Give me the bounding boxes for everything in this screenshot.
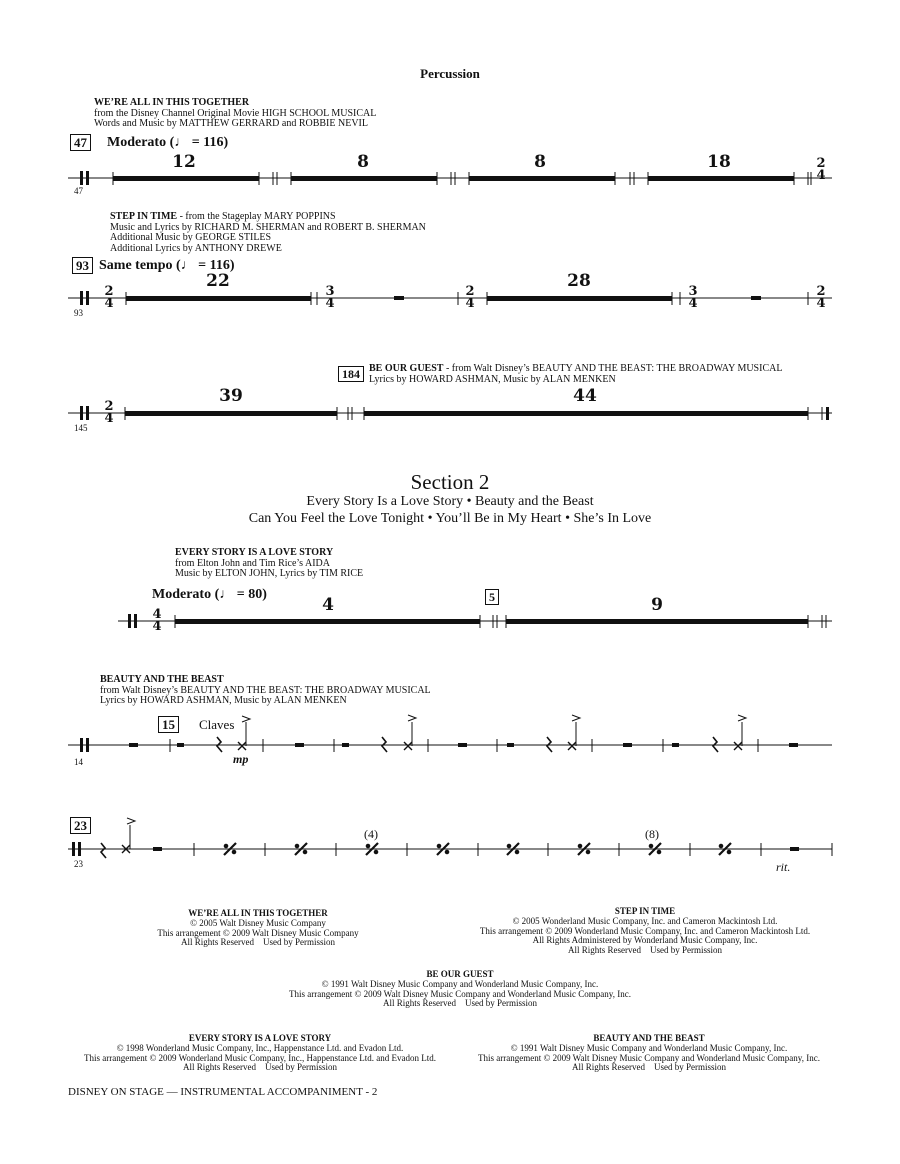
- rehearsal-mark: 93: [72, 257, 93, 274]
- multi-rest-count: 8: [357, 152, 369, 172]
- copyright-title: BEAUTY AND THE BEAST: [593, 1033, 705, 1043]
- measure-number: 23: [74, 859, 83, 869]
- multi-rest-count: 8: [534, 152, 546, 172]
- credit-line: Lyrics by HOWARD ASHMAN, Music by ALAN MENKEN: [100, 695, 347, 706]
- credit-line: Additional Music by GEORGE STILES: [110, 232, 272, 243]
- multi-rest-count: 9: [651, 595, 663, 615]
- multi-rest-count: 18: [707, 152, 731, 172]
- multi-rest-count: 44: [573, 386, 597, 406]
- meter-denominator: 4: [152, 619, 162, 634]
- tempo-marking: Moderato (♩ = 80): [152, 587, 267, 602]
- credit-line: - from Walt Disney’s BEAUTY AND THE BEAST: THE BROADWAY MUSICAL: [443, 363, 783, 374]
- page-footer: DISNEY ON STAGE — INSTRUMENTAL ACCOMPANIMENT - 2: [68, 1086, 378, 1098]
- meter-numerator: 2: [816, 284, 826, 299]
- meter-numerator: 3: [688, 284, 698, 299]
- copyright-line: This arrangement © 2009 Walt Disney Music Company: [157, 927, 359, 938]
- multi-rest-count: 22: [206, 271, 230, 291]
- copyright-line: All Rights Reserved Used by Permission: [183, 1062, 337, 1073]
- count-marker: (8): [645, 827, 659, 841]
- rehearsal-mark: 47: [70, 134, 91, 151]
- copyright-block: [460, 907, 830, 956]
- meter-numerator: 2: [104, 284, 114, 299]
- meter-numerator: 4: [152, 607, 162, 622]
- count-marker: (4): [364, 827, 378, 841]
- copyright-block: [64, 1034, 456, 1073]
- song-title: BEAUTY AND THE BEAST: [100, 674, 224, 685]
- credit-line: from the Disney Channel Original Movie HIGH SCHOOL MUSICAL: [94, 107, 377, 119]
- meter-denominator: 4: [816, 296, 826, 311]
- credit-line: Additional Lyrics by ANTHONY DREWE: [110, 242, 282, 254]
- song-title: BE OUR GUEST: [369, 363, 444, 374]
- copyright-line: This arrangement © 2009 Walt Disney Music Company and Wonderland Music Company, Inc.: [478, 1052, 820, 1063]
- measure-number: 145: [74, 423, 88, 433]
- copyright-line: All Rights Reserved Used by Permission: [572, 1062, 726, 1073]
- song-title: STEP IN TIME: [110, 211, 178, 222]
- part-title: Percussion: [420, 66, 480, 81]
- measure-number: 93: [74, 308, 83, 318]
- copyright-line: © 2005 Walt Disney Music Company: [190, 917, 326, 928]
- meter-numerator: 2: [816, 156, 826, 171]
- copyright-block: [460, 1034, 838, 1073]
- song-title: WE’RE ALL IN THIS TOGETHER: [94, 97, 250, 108]
- rehearsal-mark: 15: [158, 716, 179, 733]
- credit-line: Music and Lyrics by RICHARD M. SHERMAN and ROBERT B. SHERMAN: [110, 221, 426, 233]
- rehearsal-mark: 184: [338, 366, 364, 382]
- meter-denominator: 4: [816, 168, 826, 183]
- meter-numerator: 2: [104, 399, 114, 414]
- multi-rest-count: 28: [567, 271, 591, 291]
- copyright-title: STEP IN TIME: [614, 906, 676, 916]
- copyright-line: All Rights Reserved Used by Permission: [383, 998, 537, 1009]
- section-subtitle: Can You Feel the Love Tonight • You’ll Be in My Heart • She’s In Love: [248, 511, 652, 526]
- tempo-marking: Same tempo (♩ = 116): [99, 258, 235, 273]
- multi-rest-count: 12: [172, 152, 196, 172]
- meter-denominator: 4: [465, 296, 475, 311]
- credit-line: Lyrics by HOWARD ASHMAN, Music by ALAN MENKEN: [369, 373, 616, 385]
- meter-numerator: 3: [325, 284, 335, 299]
- meter-numerator: 2: [465, 284, 475, 299]
- meter-denominator: 4: [325, 296, 335, 311]
- copyright-line: © 2005 Wonderland Music Company, Inc. and Cameron Mackintosh Ltd.: [512, 915, 778, 926]
- meter-denominator: 4: [104, 296, 114, 311]
- credit-line: Music by ELTON JOHN, Lyrics by TIM RICE: [175, 568, 364, 579]
- half-rest: [790, 847, 799, 851]
- claves-figure: [101, 818, 162, 858]
- measure-number: 47: [74, 186, 83, 196]
- copyright-line: © 1998 Wonderland Music Company, Inc., Happenstance Ltd. and Evadon Ltd.: [116, 1042, 404, 1053]
- copyright-line: This arrangement © 2009 Walt Disney Music Company and Wonderland Music Company, Inc.: [289, 988, 631, 999]
- credit-line: from Walt Disney’s BEAUTY AND THE BEAST: THE BROADWAY MUSICAL: [100, 684, 431, 696]
- copyright-line: This arrangement © 2009 Wonderland Music Company, Inc. and Cameron Mackintosh Ltd.: [479, 925, 811, 936]
- credit-line: - from the Stageplay MARY POPPINS: [177, 211, 336, 222]
- credit-line: from Elton John and Tim Rice’s AIDA: [175, 557, 331, 569]
- song-title: EVERY STORY IS A LOVE STORY: [175, 547, 334, 558]
- multi-rest-count: 4: [322, 595, 334, 615]
- copyright-block: [148, 909, 368, 948]
- rehearsal-mark: 23: [70, 817, 91, 834]
- tempo-marking: Moderato (♩ = 116): [107, 135, 229, 150]
- copyright-line: © 1991 Walt Disney Music Company and Wonderland Music Company, Inc.: [321, 978, 599, 989]
- section-title: Section 2: [410, 470, 490, 494]
- meter-denominator: 4: [104, 411, 114, 426]
- tempo-mark: rit.: [776, 860, 791, 874]
- copyright-line: © 1991 Walt Disney Music Company and Wonderland Music Company, Inc.: [510, 1042, 788, 1053]
- instrument-label: Claves: [199, 717, 235, 732]
- credit-line: Words and Music by MATTHEW GERRARD and ROBBIE NEVIL: [94, 118, 368, 129]
- copyright-line: This arrangement © 2009 Wonderland Music Company, Inc., Happenstance Ltd. and Evadon Ltd.: [83, 1052, 437, 1063]
- copyright-line: All Rights Reserved Used by Permission: [568, 945, 722, 956]
- copyright-title: EVERY STORY IS A LOVE STORY: [188, 1033, 332, 1043]
- copyright-title: WE’RE ALL IN THIS TOGETHER: [188, 908, 328, 918]
- measure-number: 14: [74, 757, 83, 767]
- copyright-line: All Rights Reserved Used by Permission: [181, 937, 335, 948]
- multi-rest-count: 39: [219, 386, 243, 406]
- copyright-line: All Rights Administered by Wonderland Music Company, Inc.: [532, 935, 758, 946]
- copyright-block: [260, 970, 660, 1009]
- meter-denominator: 4: [688, 296, 698, 311]
- section-subtitle: Every Story Is a Love Story • Beauty and the Beast: [306, 494, 594, 509]
- copyright-title: BE OUR GUEST: [426, 969, 494, 979]
- dynamic-marking: mp: [233, 752, 249, 766]
- rehearsal-mark: 5: [485, 589, 499, 605]
